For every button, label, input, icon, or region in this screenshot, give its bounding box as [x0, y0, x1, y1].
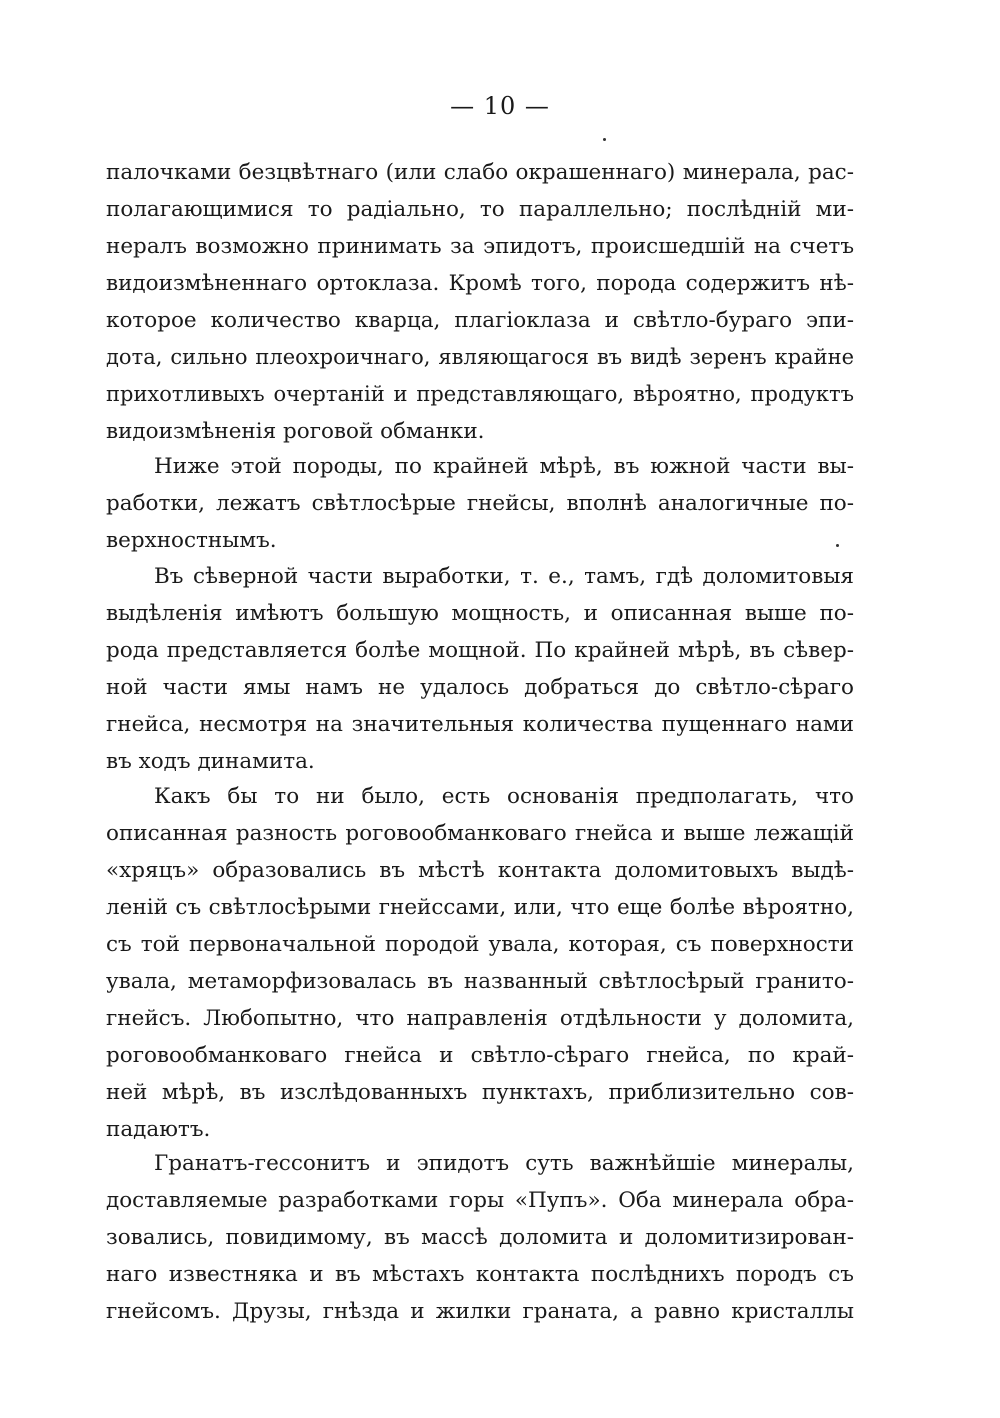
- page-number: — 10 —: [450, 92, 550, 120]
- text-line: зовались, повидимому, въ массѣ доломита и доломитизирован-: [106, 1225, 854, 1250]
- text-line: рода представляется болѣе мощной. По крайней мѣрѣ, въ сѣвер-: [106, 638, 854, 663]
- text-line: леній съ свѣтлосѣрыми гнейссами, или, что еще болѣе вѣроятно,: [106, 895, 854, 920]
- text-line: дота, сильно плеохроичнаго, являющагося въ видѣ зеренъ крайне: [106, 345, 854, 369]
- text-line: прихотливыхъ очертаній и представляющаго, вѣроятно, продуктъ: [106, 382, 854, 406]
- text-line: гнейсъ. Любопытно, что направленія отдѣльности у доломита,: [106, 1006, 854, 1031]
- text-line: съ той первоначальной породой увала, которая, съ поверхности: [106, 932, 854, 957]
- paragraph-4: [106, 778, 854, 1148]
- text-line: Какъ бы то ни было, есть основанія предполагать, что: [154, 784, 854, 809]
- text-line: наго известняка и въ мѣстахъ контакта послѣднихъ породъ съ: [106, 1262, 854, 1287]
- text-line: работки, лежатъ свѣтлосѣрые гнейсы, вполнѣ аналогичные по-: [106, 491, 854, 516]
- text-line: которое количество кварца, плагіоклаза и свѣтло-бураго эпи-: [106, 308, 854, 333]
- print-speck: [603, 138, 606, 141]
- text-line: «хряцъ» образовались въ мѣстѣ контакта доломитовыхъ выдѣ-: [106, 858, 854, 883]
- text-line: Ниже этой породы, по крайней мѣрѣ, въ южной части вы-: [154, 454, 854, 479]
- text-line: верхностнымъ.: [106, 528, 277, 553]
- paragraph-2: [106, 448, 854, 559]
- text-line: доставляемые разработками горы «Пупъ». Оба минерала обра-: [106, 1188, 854, 1213]
- text-line: гнейса, несмотря на значительныя количества пущеннаго нами: [106, 712, 854, 737]
- paragraph-3: [106, 558, 854, 780]
- text-line: Гранатъ-гессонитъ и эпидотъ суть важнѣйшіе минералы,: [154, 1151, 854, 1176]
- text-line: ней мѣрѣ, въ изслѣдованныхъ пунктахъ, приблизительно сов-: [106, 1080, 854, 1105]
- text-line: палочками безцвѣтнаго (или слабо окрашеннаго) минерала, рас-: [106, 160, 854, 185]
- text-line: описанная разность роговообманковаго гнейса и выше лежащій: [106, 821, 854, 846]
- text-line: ной части ямы намъ не удалось добраться до свѣтло-сѣраго: [106, 675, 854, 700]
- text-line: видоизмѣненнаго ортоклаза. Кромѣ того, порода содержитъ нѣ-: [106, 271, 854, 296]
- text-line: въ ходъ динамита.: [106, 749, 315, 774]
- text-line: нералъ возможно принимать за эпидотъ, происшедшій на счетъ: [106, 234, 854, 259]
- text-line: падаютъ.: [106, 1117, 211, 1142]
- text-line: роговообманковаго гнейса и свѣтло-сѣраго гнейса, по край-: [106, 1043, 854, 1068]
- text-line: выдѣленія имѣютъ большую мощность, и описанная выше по-: [106, 601, 854, 626]
- paragraph-5: [106, 1145, 854, 1330]
- text-line: полагающимися то радіально, то параллельно; послѣдній ми-: [106, 197, 854, 222]
- text-line: увала, метаморфизовалась въ названный свѣтлосѣрый гранито-: [106, 969, 854, 994]
- paragraph-1: [106, 154, 854, 450]
- text-line: видоизмѣненія роговой обманки.: [106, 419, 485, 444]
- text-line: гнейсомъ. Друзы, гнѣзда и жилки граната, а равно кристаллы: [106, 1299, 854, 1324]
- text-line: Въ сѣверной части выработки, т. е., тамъ, гдѣ доломитовыя: [154, 564, 854, 589]
